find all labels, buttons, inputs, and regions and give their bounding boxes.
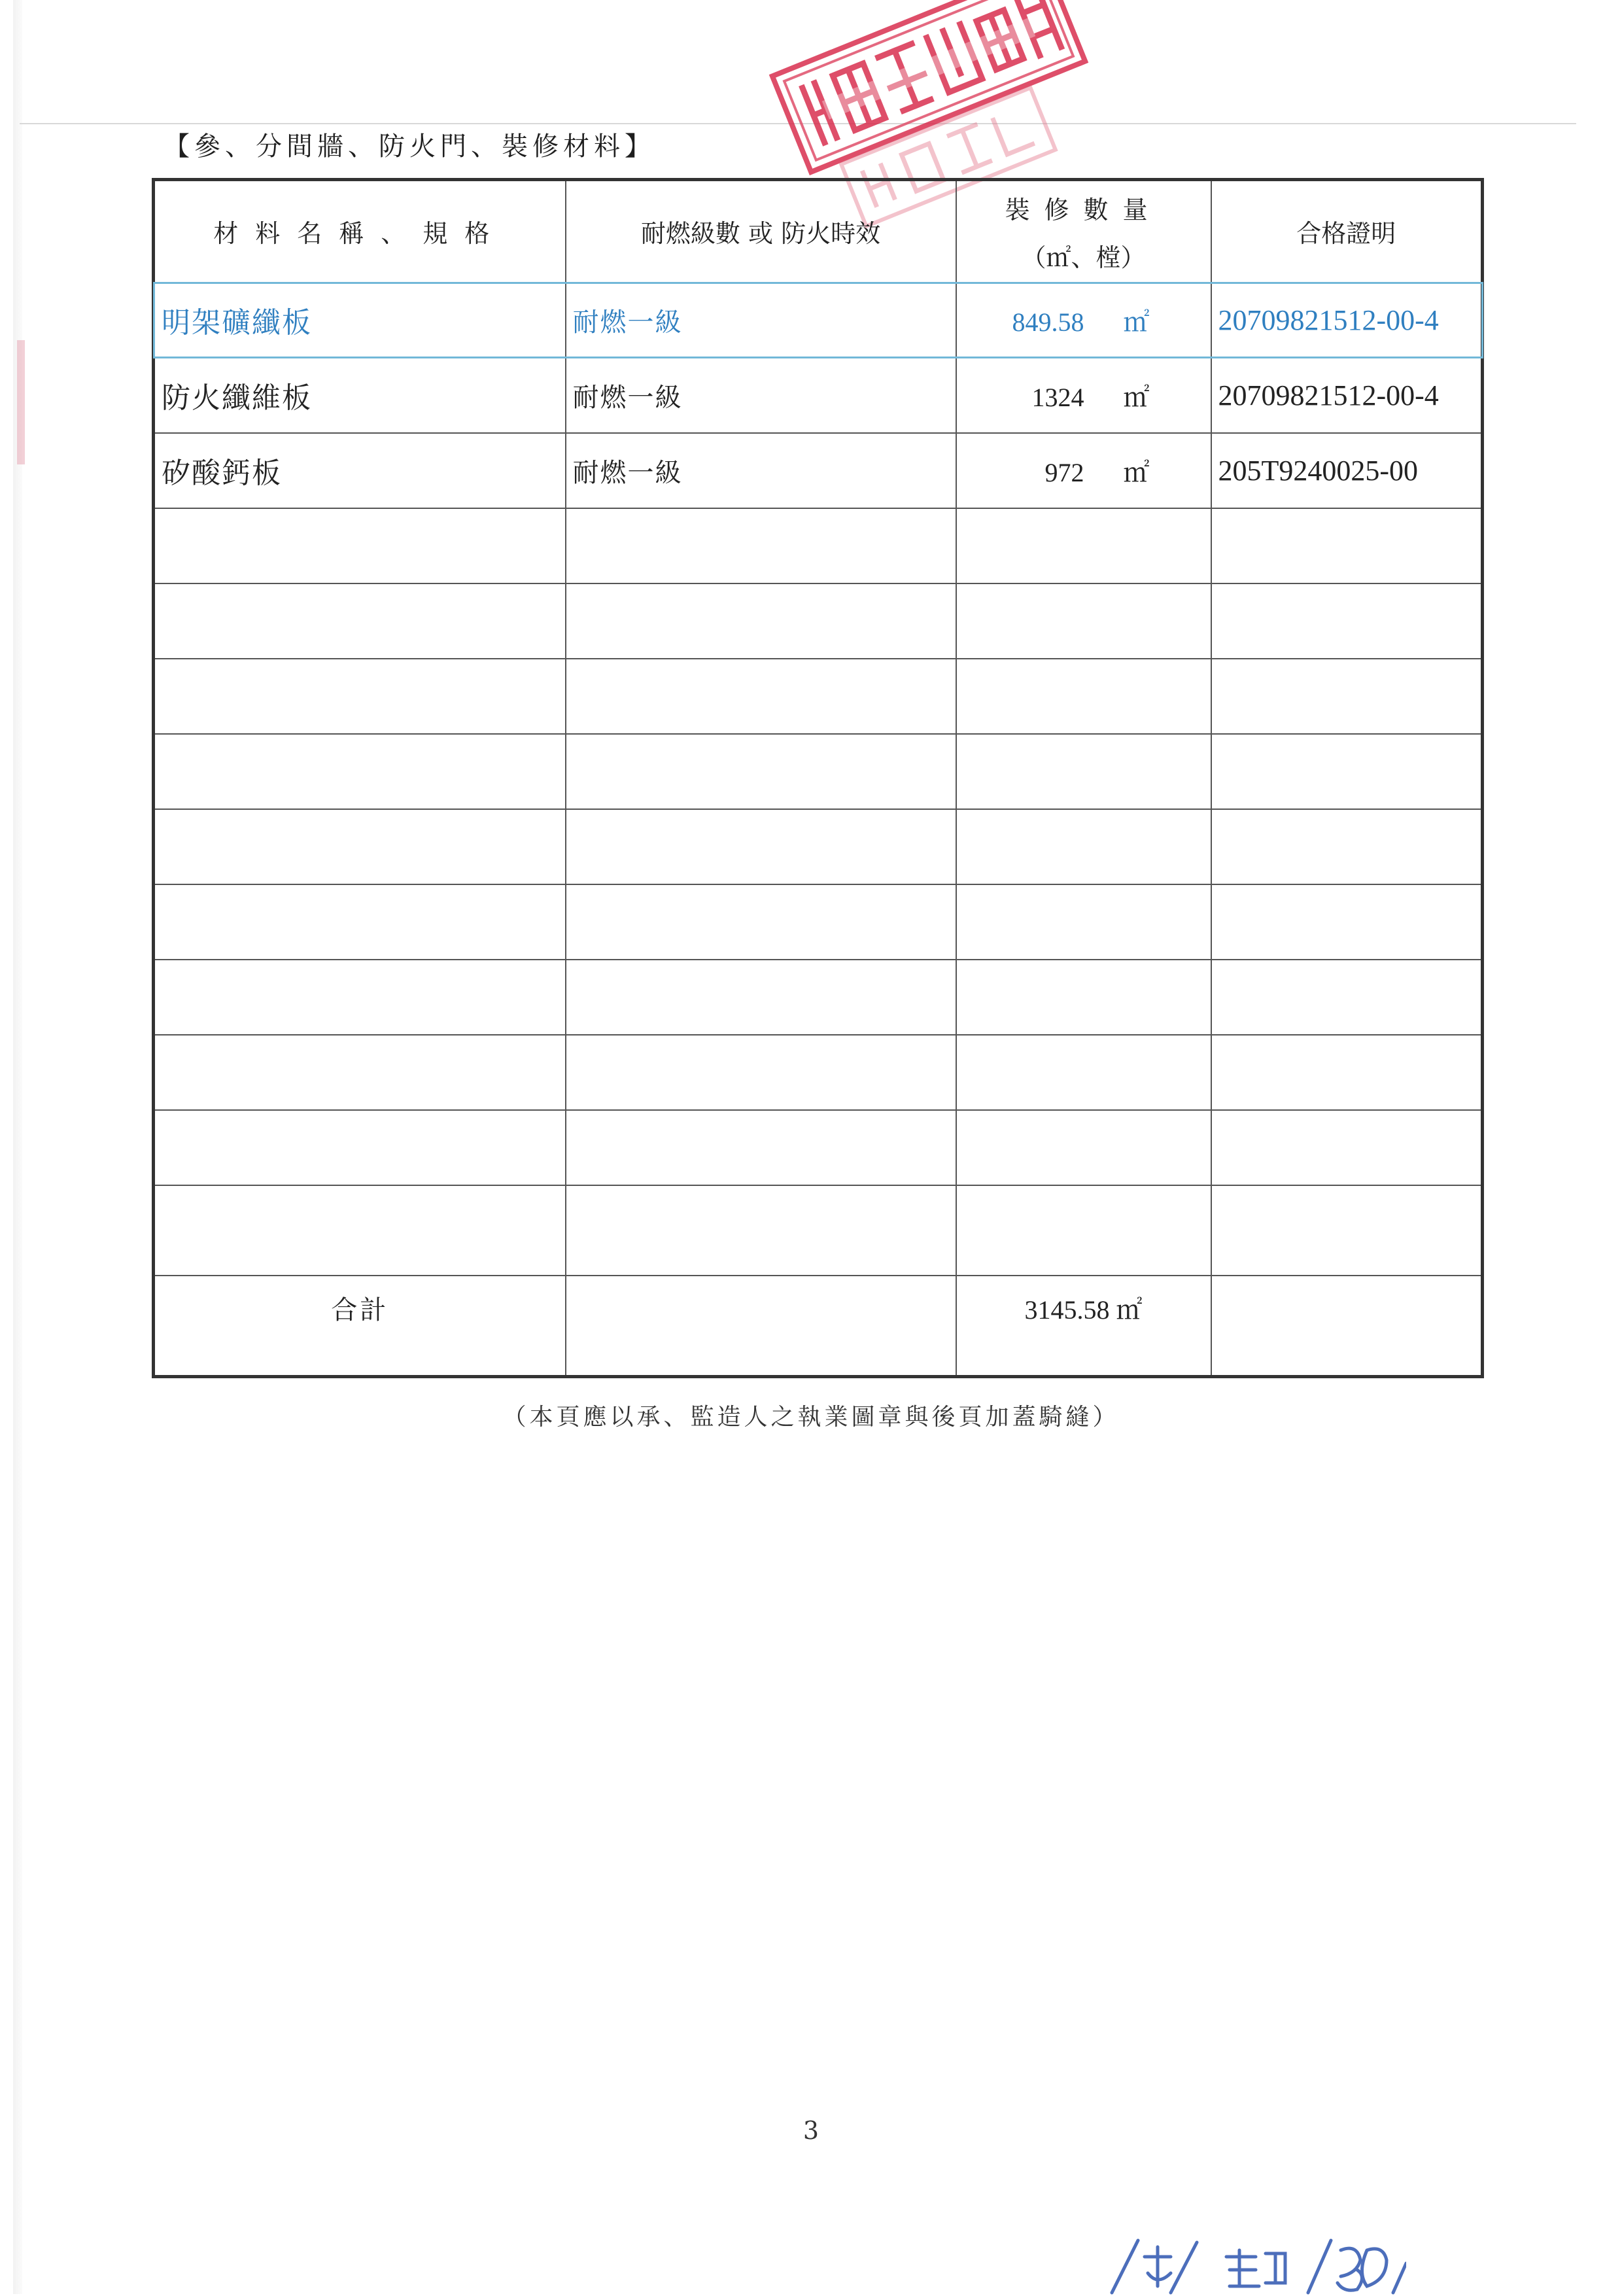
empty-cell (154, 960, 566, 1035)
empty-cell (1211, 734, 1483, 809)
material-name: 矽酸鈣板 (154, 433, 566, 508)
total-label: 合計 (154, 1276, 566, 1377)
empty-cell (1211, 508, 1483, 583)
materials-table (152, 178, 1484, 1378)
quantity-value: 972 (1044, 457, 1084, 487)
empty-cell (566, 1035, 956, 1110)
certificate-number: 205T9240025-00 (1211, 433, 1483, 508)
header-certificate: 合格證明 (1211, 180, 1483, 283)
quantity-unit: ㎡ (1123, 307, 1150, 337)
empty-cell (956, 734, 1211, 809)
empty-cell (1211, 583, 1483, 659)
header-fire-rating: 耐燃級數 或 防火時效 (566, 180, 956, 283)
empty-cell (956, 960, 1211, 1035)
quantity-unit: ㎡ (1123, 382, 1150, 412)
empty-cell (566, 508, 956, 583)
empty-cell (1211, 1110, 1483, 1185)
footnote: （本頁應以承、監造人之執業圖章與後頁加蓋騎縫） (502, 1404, 1120, 1431)
quantity-unit: ㎡ (1123, 457, 1150, 487)
empty-cell (1211, 659, 1483, 734)
total-quantity: 3145.58 ㎡ (956, 1276, 1211, 1377)
empty-cell (154, 1110, 566, 1185)
empty-cell (154, 659, 566, 734)
empty-row (154, 734, 1483, 809)
material-name: 防火纖維板 (154, 358, 566, 433)
blue-seal-stamp (1099, 2237, 1406, 2296)
empty-cell (956, 1185, 1211, 1276)
empty-cell (566, 1110, 956, 1185)
header-quantity-unit: （㎡、樘） (1021, 243, 1146, 272)
quantity-value: 849.58 (1012, 307, 1084, 337)
page-number: 3 (802, 2116, 820, 2145)
table-header-row (154, 180, 1483, 283)
fire-rating: 耐燃一級 (566, 358, 956, 433)
quantity-cell (956, 358, 1211, 433)
empty-cell (1211, 1276, 1483, 1377)
certificate-number: 20709821512-00-4 (1211, 283, 1483, 358)
empty-cell (1211, 884, 1483, 960)
empty-cell (956, 583, 1211, 659)
empty-cell (1211, 1035, 1483, 1110)
empty-row (154, 809, 1483, 884)
empty-cell (566, 884, 956, 960)
empty-cell (154, 1035, 566, 1110)
section-title: 【參、分間牆、防火門、裝修材料】 (164, 131, 655, 162)
empty-cell (566, 1185, 956, 1276)
empty-row (154, 1110, 1483, 1185)
empty-row (154, 1185, 1483, 1276)
empty-cell (1211, 809, 1483, 884)
empty-cell (154, 884, 566, 960)
empty-cell (956, 884, 1211, 960)
empty-cell (956, 1110, 1211, 1185)
quantity-cell (956, 283, 1211, 358)
empty-cell (566, 659, 956, 734)
empty-cell (1211, 1185, 1483, 1276)
empty-cell (154, 734, 566, 809)
empty-cell (566, 1276, 956, 1377)
empty-cell (154, 809, 566, 884)
empty-cell (566, 960, 956, 1035)
total-row (154, 1276, 1483, 1377)
empty-row (154, 960, 1483, 1035)
empty-cell (566, 734, 956, 809)
table-row (154, 283, 1483, 358)
empty-row (154, 659, 1483, 734)
header-material-name: 材料名稱、規格 (154, 180, 566, 283)
material-name: 明架礦纖板 (154, 283, 566, 358)
empty-row (154, 884, 1483, 960)
empty-cell (956, 809, 1211, 884)
empty-row (154, 508, 1483, 583)
empty-cell (566, 809, 956, 884)
fire-rating: 耐燃一級 (566, 283, 956, 358)
certificate-number: 20709821512-00-4 (1211, 358, 1483, 433)
table-row (154, 358, 1483, 433)
empty-cell (154, 1185, 566, 1276)
empty-cell (956, 508, 1211, 583)
empty-cell (154, 583, 566, 659)
quantity-cell (956, 433, 1211, 508)
empty-cell (154, 508, 566, 583)
quantity-value: 1324 (1031, 382, 1084, 412)
empty-row (154, 1035, 1483, 1110)
empty-cell (956, 659, 1211, 734)
table-row (154, 433, 1483, 508)
fire-rating: 耐燃一級 (566, 433, 956, 508)
empty-row (154, 583, 1483, 659)
empty-cell (956, 1035, 1211, 1110)
header-quantity (956, 180, 1211, 283)
header-quantity-title: 裝修數量 (1005, 195, 1162, 224)
empty-cell (566, 583, 956, 659)
empty-cell (1211, 960, 1483, 1035)
scan-edge-mark (17, 340, 25, 464)
